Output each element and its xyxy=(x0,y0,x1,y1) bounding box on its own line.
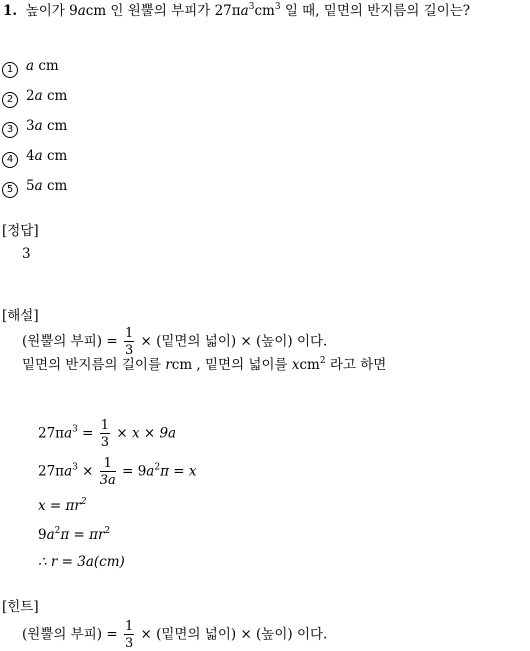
equation-3: $x = \pi r^2$ xyxy=(38,497,87,514)
answer-label: [정답] xyxy=(2,223,39,239)
choice-4[interactable]: 4 4a cm xyxy=(2,150,67,168)
fraction-one-over-3a: $\frac{1}{3a}$ xyxy=(99,456,116,488)
hint-label: [힌트] xyxy=(2,599,39,615)
choice-5[interactable]: 5 5a cm xyxy=(2,180,67,198)
fraction-one-third: $\frac{1}{3}$ xyxy=(124,619,134,651)
fraction-one-third: $\frac{1}{3}$ xyxy=(100,418,110,450)
choice-2[interactable]: 2 2a cm xyxy=(2,90,67,108)
equation-4: $9a^2\pi = \pi r^2$ xyxy=(38,526,111,543)
choice-marker: 4 xyxy=(2,152,18,168)
question-stem: 1. 높이가 9acm 인 원뿔의 부피가 $27\pi a^3cm^3$ 일 때, 밑면의 반지름의 길이는? xyxy=(3,2,471,19)
question-number: 1. xyxy=(3,3,18,19)
choice-marker: 1 xyxy=(2,62,18,78)
equation-5: ∴ r = 3a(cm) xyxy=(38,554,125,570)
hint-line: (원뿔의 부피) = $\frac{1}{3}$ × (밑면의 넓이) × (높이) 이다. xyxy=(22,619,328,651)
equation-2: $27\pi a^3$ × $\frac{1}{3a}$ = $9a^2\pi = x$ xyxy=(38,456,197,488)
choice-3[interactable]: 3 3a cm xyxy=(2,120,67,138)
explanation-line-1: (원뿔의 부피) = $\frac{1}{3}$ × (밑면의 넓이) × (높이) 이다. xyxy=(22,326,328,358)
answer-value: 3 xyxy=(22,246,31,262)
choice-marker: 5 xyxy=(2,182,18,198)
fraction-one-third: $\frac{1}{3}$ xyxy=(124,326,134,358)
explanation-line-2: 밑면의 반지름의 길이를 rcm , 밑면의 넓이를 xcm$^2$ 라고 하면 xyxy=(22,356,387,373)
equation-1: $27\pi a^3$ = $\frac{1}{3}$ × x × 9a xyxy=(38,418,177,450)
choice-1[interactable]: 1 a cm xyxy=(2,60,59,78)
explanation-label: [해설] xyxy=(2,308,39,324)
choice-marker: 3 xyxy=(2,122,18,138)
choice-marker: 2 xyxy=(2,92,18,108)
